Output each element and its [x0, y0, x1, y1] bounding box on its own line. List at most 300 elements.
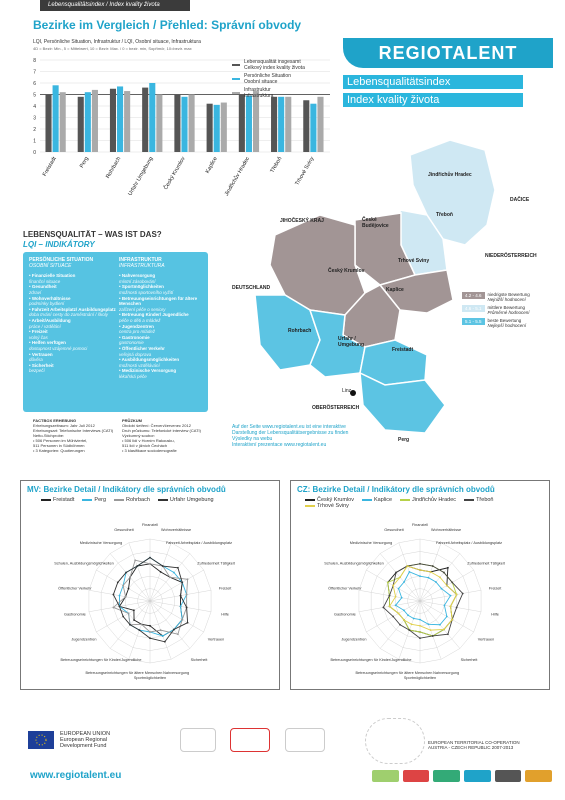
radar-axis-label: Freizeit: [488, 586, 502, 591]
radar-point: [112, 607, 114, 609]
radar-point: [435, 581, 437, 583]
factbox-cz: [122, 418, 212, 453]
radar-legend-label: Český Krumlov: [317, 497, 354, 503]
radar-point: [432, 565, 434, 567]
radar-point: [430, 571, 432, 573]
radar-axis-label: Gesundheit: [384, 527, 404, 532]
factbox-line: • 506 Personen im Mühlviertel,: [33, 438, 88, 443]
bar: [78, 97, 84, 152]
indicator-de: • Freizeit: [29, 329, 48, 335]
radar-point: [160, 571, 162, 573]
map-label-perg: Perg: [398, 437, 410, 443]
map-legend-de: beste Bewertung: [487, 318, 522, 323]
radar-point: [173, 629, 175, 631]
radar-axis-label: Jugendzentren: [341, 637, 367, 642]
logo-part-a: REGIO: [378, 43, 442, 63]
factbox-line: Výzkumný soubor:: [122, 433, 155, 438]
eu-text: [60, 731, 110, 749]
radar-point: [456, 594, 458, 596]
radar-point: [149, 631, 151, 633]
brand-box-de: Lebensqualitätsindex: [343, 75, 523, 89]
bar: [174, 95, 180, 153]
indicator-de: • Nahversorgung: [119, 273, 156, 279]
indicator-cz: péče o děti a mládež: [119, 317, 161, 323]
radar-legend-swatch: [41, 499, 51, 501]
radar-axis-label: Betreuungseinrichtungen für ältere Menschen: [355, 671, 433, 676]
sponsor-logo: [525, 770, 552, 782]
indicator-cz: zařízení péče o seniory: [119, 306, 166, 312]
legend-item: [232, 74, 342, 85]
map-legend-de: niedrigste Bewertung: [487, 292, 530, 297]
radar-point: [382, 607, 384, 609]
x-tick-label: Český Krumlov: [163, 156, 187, 192]
radar-axis-label: Hilfe: [491, 612, 499, 617]
map-label-urfahr: Urfahr / Umgebung: [338, 336, 365, 348]
radar-legend-label: Urfahr Umgebung: [169, 497, 214, 503]
radar-point: [149, 557, 151, 559]
radar-point: [451, 582, 453, 584]
bar: [207, 104, 213, 152]
x-tick-label: Trhové Sviny: [294, 156, 316, 187]
radar-point: [181, 582, 183, 584]
indicator-de: • Wohnverhältnisse: [29, 295, 71, 301]
radar-point: [419, 569, 421, 571]
radar-axis-label: Sportmöglichkeiten: [403, 675, 437, 680]
radar-point: [419, 563, 421, 565]
bar: [117, 86, 123, 152]
radar-axis-label: Gastronomie: [334, 612, 356, 617]
x-tick-label: Urfahr Umgebung: [127, 156, 155, 197]
brand-box-cz: Index kvality života: [343, 93, 523, 107]
radar-legend-item: [464, 497, 493, 503]
map-legend-text: [488, 292, 530, 302]
radar-axis-label: Zufriedenheit Tätigkeit: [467, 561, 505, 566]
map-legend-cz: Nejlepší hodnocení: [487, 323, 527, 328]
radar-axis-label: Betreuungseinrichtungen für ältere Menschen: [85, 671, 163, 676]
legend-item: [232, 88, 342, 99]
radar-point: [162, 565, 164, 567]
eu-line: European Regional: [60, 737, 108, 743]
col-title: INFRASTRUKTUR: [119, 257, 162, 263]
sponsor-logo: [433, 770, 460, 782]
radar-point: [129, 624, 131, 626]
note-line: Interaktivní prezentace www.regiotalent.eu: [232, 442, 327, 448]
radar-point: [160, 629, 162, 631]
indicator-de: • Helfen verfügen: [29, 340, 66, 346]
map-legend-swatch: 4.6 - 5.1: [462, 305, 485, 312]
radar-legend-swatch: [305, 505, 315, 507]
indicator-de: • Öffentlicher Verkehr: [119, 345, 165, 351]
bar: [181, 97, 187, 152]
map-legend-row: [462, 305, 560, 315]
eu-flag: [28, 731, 54, 749]
radar-legend-item: [158, 497, 214, 503]
radar-point: [389, 605, 391, 607]
radar-point: [134, 559, 136, 561]
y-tick-label: 8: [33, 58, 36, 64]
top-bar: Lebensqualitätsindex / Index kvality života: [40, 0, 190, 11]
radar-axis-label: Hilfe: [221, 612, 229, 617]
map-legend-swatch: 5.1 - 5.5: [462, 318, 485, 325]
indicator-de: • Medizinische Versorgung: [119, 368, 177, 374]
bar: [149, 83, 155, 152]
radar-point: [450, 605, 452, 607]
col-personal: [29, 258, 117, 374]
factbox-line: Erhebungsart: Telefonische Interviews (CATI): [33, 428, 114, 433]
radar-legend-label: Jindřichův Hradec: [412, 497, 457, 503]
indicator-cz: důvěra: [29, 357, 43, 363]
radar-point: [141, 623, 143, 625]
sponsor-logo: [464, 770, 491, 782]
radar-axis-label: Schulen, Ausbildungsmöglichkeiten: [54, 561, 114, 566]
legend-cz: Infrastruktura: [244, 92, 274, 99]
bar: [110, 89, 116, 152]
radar-point: [392, 585, 394, 587]
radar-axis-label: Medizinische Versorgung: [349, 541, 393, 546]
map-label-linz: Linz: [342, 388, 352, 394]
map-legend-swatch: 4.2 - 4.6: [462, 292, 485, 299]
map-legend-row: [462, 318, 560, 328]
map-label-niederoest: NIEDERÖSTERREICH: [485, 253, 537, 259]
mv-title: MV: Bezirke Detail / Indikátory dle správních obvodů: [27, 485, 226, 494]
x-tick-label: Freistadt: [41, 156, 58, 178]
radar-point: [149, 563, 151, 565]
factbox-line: • 3 klasifikace sociodemografie: [122, 448, 177, 453]
radar-point: [413, 618, 415, 620]
radar-legend-label: Trhové Sviny: [317, 503, 349, 509]
bar: [85, 92, 91, 152]
radar-point: [162, 635, 164, 637]
radar-point: [181, 619, 183, 621]
cooperation-seal: [365, 718, 425, 764]
radar-point: [444, 604, 446, 606]
indicator-de: • Ausbildungsmöglichkeiten: [119, 357, 180, 363]
radar-point: [187, 578, 189, 580]
radar-axis-label: Finanziell: [411, 523, 429, 528]
radar-axis-label: Fahrzeit Arbeitsplatz / Ausbildungsplatz: [435, 541, 503, 546]
y-tick-label: 2: [33, 127, 36, 133]
map-label-rohrbach: Rohrbach: [288, 328, 312, 334]
y-tick-label: 5: [33, 92, 36, 99]
bar: [53, 85, 59, 152]
radar-point: [173, 572, 175, 574]
sponsor-logo: [403, 770, 430, 782]
factbox-line: 511 lidí v jižních Čechách: [122, 443, 168, 448]
radar-point: [122, 585, 124, 587]
indicator-de: • Finanzielle Situation: [29, 273, 76, 279]
radar-point: [186, 594, 188, 596]
partner-logo-3: [285, 728, 325, 752]
radar-point: [129, 576, 131, 578]
partner-logo-2: [230, 728, 270, 752]
etc-line: AUSTRIA - CZECH REPUBLIC 2007-2013: [428, 745, 514, 750]
radar-point: [149, 637, 151, 639]
footer-url[interactable]: www.regiotalent.eu: [30, 770, 122, 781]
indicator-cz: podmínky bydlení: [29, 301, 65, 307]
map-legend-de: mittlere Bewertung: [487, 305, 526, 310]
map-legend-text: [488, 305, 530, 315]
indicator-cz: finanční situace: [29, 278, 61, 284]
mv-legend: [41, 497, 222, 503]
indicator-cz: lékařská péče: [119, 373, 147, 379]
factbox-line: Netto-Stichprobe:: [33, 433, 65, 438]
sponsor-logo-strip: [372, 770, 552, 782]
radar-point: [447, 567, 449, 569]
indicator-cz: gastronomie: [119, 340, 144, 346]
indicator-cz: volný čas: [29, 334, 48, 340]
factbox: [33, 418, 121, 453]
radar-legend-swatch: [305, 499, 315, 501]
radar-legend-label: Perg: [94, 497, 107, 503]
radar-point: [439, 624, 441, 626]
indicator-de: • Betreuung Kinder/ Jugendliche: [119, 312, 189, 318]
note-line: Výsledky na webu: [232, 436, 273, 442]
radar-axis-label: Fahrzeit Arbeitsplatz / Ausbildungsplatz: [165, 541, 233, 546]
radar-point: [187, 622, 189, 624]
radar-axis-label: Nahversorgung: [163, 671, 190, 676]
radar-point: [180, 605, 182, 607]
indicator-cz: možnosti vzdělávání: [119, 362, 160, 368]
radar-point: [136, 565, 138, 567]
factbox-title: FACTBOX ERHEBUNG: [33, 418, 77, 423]
eu-line: EUROPEAN UNION: [60, 731, 111, 737]
radar-axis-label: Gastronomie: [64, 612, 86, 617]
factbox-line: Období šetření: Červen/červenec 2012: [122, 423, 191, 428]
x-tick-label: Třeboň: [269, 156, 284, 175]
x-tick-label: Kaplice: [204, 156, 219, 175]
lqi-heading-cz: LQI – INDIKÁTORY: [23, 240, 95, 249]
radar-point: [177, 567, 179, 569]
web-note: [232, 424, 392, 448]
etc-text: [428, 740, 520, 750]
y-tick-label: 3: [33, 115, 36, 122]
radar-point: [177, 633, 179, 635]
radar-point: [450, 595, 452, 597]
radar-axis-label: Vertrauen: [477, 637, 495, 642]
map-label-trebon: Třeboň: [436, 212, 453, 218]
indicator-cz: práce / vzdělání: [29, 323, 61, 329]
map-label-ts: Trhové Sviny: [398, 258, 430, 264]
note-line: Auf der Seite www.regiotalent.eu ist eine interaktive: [232, 424, 346, 430]
col-subtitle: OSOBNÍ SITUACE: [29, 262, 72, 269]
chart-title: Bezirke im Vergleich / Přehled: Správní obvody: [33, 18, 302, 32]
radar-legend-swatch: [82, 499, 92, 501]
indicator-de: • Jugendzentren: [119, 323, 154, 329]
eu-line: Development Fund: [60, 743, 107, 749]
y-tick-label: 1: [33, 138, 36, 145]
legend-swatch: [232, 78, 240, 80]
map-label-oberoest: OBERÖSTERREICH: [312, 405, 360, 411]
x-tick-label: Jindřichův Hradec: [223, 156, 252, 198]
radar-point: [399, 624, 401, 626]
radar-point: [403, 609, 405, 611]
radar-point: [387, 582, 389, 584]
radar-legend-swatch: [464, 499, 474, 501]
factbox-line: • 3 Kategorien: Quotierungen: [33, 448, 85, 453]
radar-point: [443, 572, 445, 574]
bar-legend: [232, 60, 342, 99]
map-legend-cz: Průměrné hodnocení: [487, 310, 530, 315]
radar-point: [419, 631, 421, 633]
radar-point: [186, 607, 188, 609]
radar-axis-label: Zufriedenheit Tätigkeit: [197, 561, 235, 566]
radar-point: [419, 637, 421, 639]
radar-point: [395, 604, 397, 606]
radar-point: [112, 594, 114, 596]
radar-axis-label: Sicherheit: [190, 657, 208, 662]
radar-point: [411, 623, 413, 625]
indicator-cz: centra pro mládež: [119, 329, 156, 335]
radar-point: [456, 607, 458, 609]
legend-swatch: [232, 64, 240, 66]
radar-point: [441, 588, 443, 590]
radar-point: [430, 629, 432, 631]
cz-detail-box: [290, 480, 550, 690]
radar-point: [117, 582, 119, 584]
indicator-de: • Gesundheit: [29, 284, 57, 290]
map-label-jindrichuv: Jindřichův Hradec: [428, 172, 472, 178]
radar-point: [428, 577, 430, 579]
radar-axis-label: Schulen, Ausbildungsmöglichkeiten: [324, 561, 384, 566]
radar-axis-label: Betreuungseinrichtungen für Kinder/Jugendliche: [330, 657, 412, 662]
map-label-cb: České Budějovice: [362, 217, 389, 229]
radar-point: [401, 597, 403, 599]
indicator-cz: bezpečí: [29, 368, 45, 374]
x-tick-label: Perg: [79, 156, 91, 170]
radar-axis-label: Medizinische Versorgung: [79, 541, 123, 546]
radar-point: [133, 609, 135, 611]
radar-legend-swatch: [400, 499, 410, 501]
y-tick-label: 4: [33, 104, 36, 110]
factbox-line: Erhebungszeitraum: Jahr Juli 2012: [33, 423, 95, 428]
x-tick-label: Rohrbach: [105, 156, 123, 180]
radar-legend-label: Rohrbach: [126, 497, 150, 503]
legend-de: Lebensqualität insgesamt: [244, 59, 301, 65]
factbox-line: Druh průzkumu: Telefonické interview (CATI): [122, 428, 201, 433]
factbox-line: • 506 lidí v Horním Rakousku,: [122, 438, 175, 443]
radar-point: [419, 575, 421, 577]
radar-point: [406, 565, 408, 567]
radar-point: [392, 616, 394, 618]
bar: [189, 95, 195, 153]
legend-de: Infrastruktur: [244, 87, 271, 93]
mv-detail-box: [20, 480, 280, 690]
radar-point: [451, 619, 453, 621]
cz-title: CZ: Bezirke Detail / Indikátory dle správních obvodů: [297, 485, 495, 494]
radar-point: [462, 593, 464, 595]
radar-point: [398, 613, 400, 615]
bar: [60, 92, 66, 152]
radar-point: [439, 576, 441, 578]
radar-point: [447, 633, 449, 635]
radar-point: [138, 629, 140, 631]
radar-legend-label: Freistadt: [53, 497, 75, 503]
radar-point: [149, 625, 151, 627]
radar-legend-item: [82, 497, 106, 503]
regiotalent-logo: [343, 38, 553, 68]
map-label-kaplice: Kaplice: [386, 287, 404, 293]
factbox-line: 511 Personen in Südböhmen: [33, 443, 85, 448]
radar-axis-label: Gesundheit: [114, 527, 134, 532]
mv-radar-chart: [21, 509, 279, 689]
radar-axis-label: Nahversorgung: [433, 671, 460, 676]
sponsor-logo: [495, 770, 522, 782]
radar-point: [446, 616, 448, 618]
map-legend-cz: Nejnižší hodnocení: [487, 297, 526, 302]
col-infra: [119, 258, 207, 379]
cz-legend: [305, 497, 545, 509]
indicator-cz: možnosti sportovního vyžití: [119, 289, 174, 295]
radar-series: [113, 560, 187, 634]
radar-point: [398, 588, 400, 590]
map-label-ck: Český Krumlov: [328, 268, 365, 274]
radar-axis-label: Sicherheit: [460, 657, 478, 662]
radar-point: [446, 585, 448, 587]
legend-de: Persönliche Situation: [244, 73, 291, 79]
factbox-title-cz: PRŮZKUM: [122, 418, 142, 423]
y-tick-label: 7: [33, 69, 36, 76]
chart-note: 4D = Bezir: Min., 5 = Mittelwert, 10 = Bezir: Max. / 0 = bezir. min, Sopřímčr, 10=bezir. max: [33, 46, 192, 51]
indicator-de: • Sportmöglichkeiten: [119, 284, 164, 290]
bar: [124, 91, 130, 152]
logo-part-b: TALENT: [441, 43, 518, 63]
y-tick-label: 6: [33, 81, 36, 87]
radar-legend-item: [362, 497, 392, 503]
map-label-freistadt: Freistadt: [392, 347, 414, 353]
radar-legend-item: [41, 497, 74, 503]
radar-point: [395, 596, 397, 598]
indicator-cz: dostupnost vzájemné pomoci: [29, 345, 88, 351]
legend-swatch: [232, 92, 240, 94]
radar-axis-label: Freizeit: [218, 586, 232, 591]
indicator-de: • Betreuungseinrichtungen für ältere Menschen: [119, 295, 198, 307]
indicator-cz: místní zásobování: [119, 278, 156, 284]
radar-point: [125, 596, 127, 598]
radar-point: [133, 619, 135, 621]
radar-point: [408, 571, 410, 573]
radar-axis-label: Sportmöglichkeiten: [133, 675, 167, 680]
radar-axis-label: Öffentlicher Verkehr: [328, 586, 362, 591]
indicator-de: • Arbeit/Ausbildung: [29, 317, 71, 323]
indicator-cz: veřejná doprava: [119, 351, 152, 357]
radar-point: [432, 635, 434, 637]
indicator-de: • Vertrauen: [29, 351, 53, 357]
indicator-de: • Sicherheit: [29, 362, 54, 368]
radar-point: [419, 625, 421, 627]
radar-point: [119, 595, 121, 597]
col-subtitle: INFRASTRUKTURA: [119, 262, 165, 269]
radar-point: [389, 595, 391, 597]
radar-legend-swatch: [158, 499, 168, 501]
radar-point: [407, 614, 409, 616]
radar-point: [122, 616, 124, 618]
map-legend: [462, 292, 560, 331]
eu-stars-icon: [28, 731, 54, 749]
indicator-cz: zdraví: [29, 289, 42, 295]
radar-point: [125, 572, 127, 574]
sponsor-logo: [372, 770, 399, 782]
chart-subtitle: LQI, Persönliche Situation, Infrastruktur / LQI, Osobní situace, Infrastruktura: [33, 39, 201, 45]
partner-logo-1: [180, 728, 216, 752]
map-legend-text: [488, 318, 527, 328]
radar-axis-label: Betreuungseinrichtungen für Kinder/Jugendliche: [60, 657, 142, 662]
indicator-cz: doba trvání cesty do zaměstnání / školy: [29, 312, 109, 318]
radar-legend-item: [400, 497, 456, 503]
radar-axis-label: Wohnverhältnisse: [161, 527, 192, 532]
bar: [142, 88, 148, 152]
cz-radar-chart: [291, 509, 549, 689]
y-tick-label: 0: [33, 150, 36, 156]
